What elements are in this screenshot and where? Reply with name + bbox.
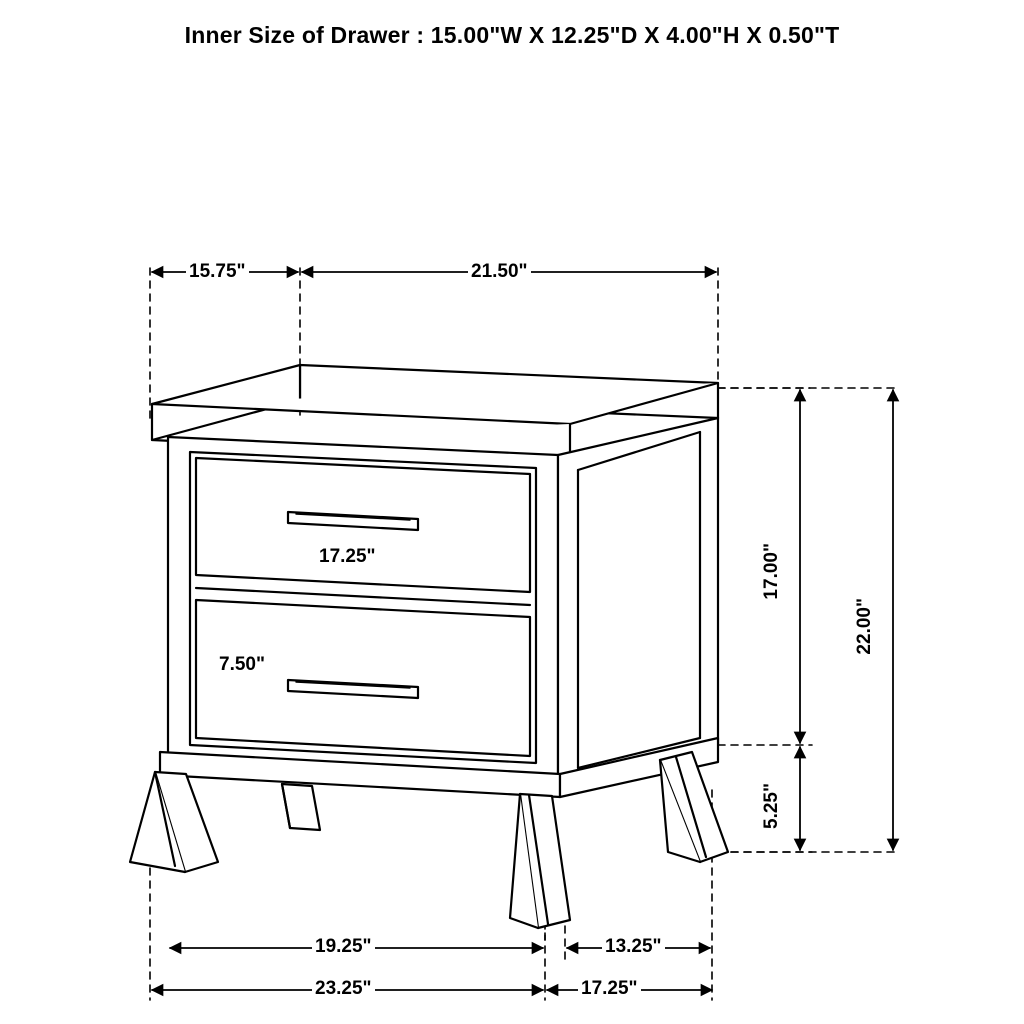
dim-label-drawer-bottom-height: 7.50" xyxy=(216,655,268,675)
dim-label-overall-height: 22.00" xyxy=(855,595,875,658)
dim-label-drawer-top-width: 17.25" xyxy=(316,547,379,567)
dim-label-base-front-width: 19.25" xyxy=(312,937,375,957)
dim-label-overall-width: 23.25" xyxy=(312,979,375,999)
dim-label-top-width: 21.50" xyxy=(468,262,531,282)
dim-label-top-depth: 15.75" xyxy=(186,262,249,282)
page-title: Inner Size of Drawer : 15.00"W X 12.25"D X 4.00"H X 0.50"T xyxy=(184,22,840,48)
dim-label-cabinet-height: 17.00" xyxy=(762,540,782,603)
dim-label-overall-depth: 17.25" xyxy=(578,979,641,999)
dim-label-base-side-depth: 13.25" xyxy=(602,937,665,957)
dim-label-leg-height: 5.25" xyxy=(762,780,782,832)
